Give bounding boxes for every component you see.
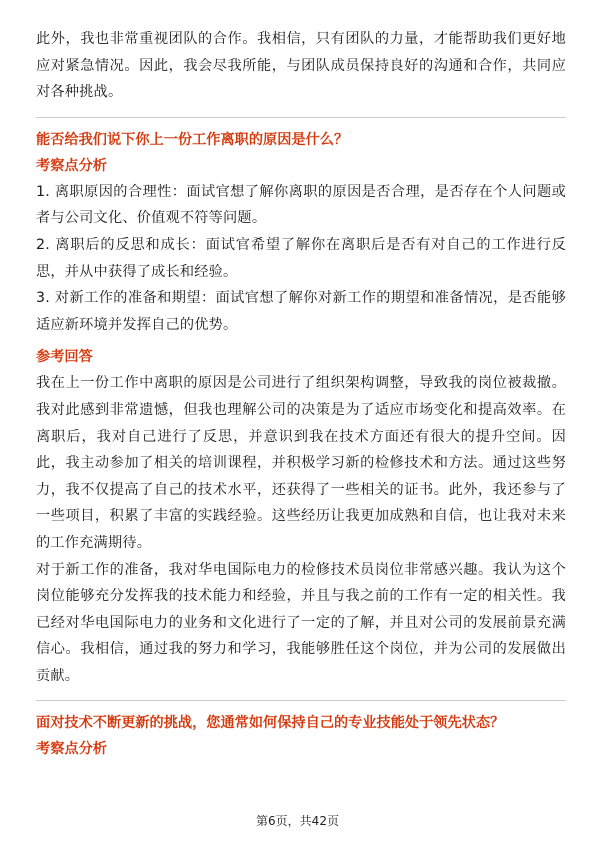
analysis-label: 考察点分析 — [36, 741, 107, 758]
section-divider — [36, 117, 566, 118]
answer-paragraph: 对于新工作的准备，我对华电国际电力的检修技术员岗位非常感兴趣。我认为这个岗位能够充分发挥我的技术能力和经验，并且与我之前的工作有一定的相关性。我已经对华电国际电力的业务和文化进行了一定的了解，并且对公司的发展前景充满信心。我相信，通过我的努力和学习，我能够胜任这个岗位，并为公司的发展做出贡献。 — [36, 561, 566, 684]
question-heading: 能否给我们说下你上一份工作离职的原因是什么？ — [36, 131, 349, 148]
section-divider — [36, 700, 566, 701]
answer-paragraph: 我在上一份工作中离职的原因是公司进行了组织架构调整，导致我的岗位被裁撤。我对此感到非常遗憾，但我也理解公司的决策是为了适应市场变化和提高效率。在离职后，我对自己进行了反思，并意识到我在技术方面还有很大的提升空间。因此，我主动参加了相关的培训课程，并积极学习新的检修技术和方法。通过这些努力，我不仅提高了自己的技术水平，还获得了一些相关的证书。此外，我还参与了一些项目，积累了丰富的实践经验。这些经历让我更加成熟和自信，也让我对未来的工作充满期待。 — [36, 375, 566, 551]
analysis-point: 1. 离职原因的合理性：面试官想了解你离职的原因是否合理，是否存在个人问题或者与公司文化、价值观不符等问题。 — [36, 183, 566, 227]
analysis-point: 3. 对新工作的准备和期望：面试官想了解你对新工作的期望和准备情况，是否能够适应新环境并发挥自己的优势。 — [36, 290, 566, 333]
page-number: 第6页，共42页 — [256, 814, 339, 828]
intro-paragraph: 此外，我也非常重视团队的合作。我相信，只有团队的力量，才能帮助我们更好地应对紧急情况。因此，我会尽我所能，与团队成员保持良好的沟通和合作，共同应对各种挑战。 — [36, 31, 566, 101]
document-page — [36, 26, 566, 762]
analysis-point: 2. 离职后的反思和成长：面试官希望了解你在离职后是否有对自己的工作进行反思，并从中获得了成长和经验。 — [36, 236, 566, 280]
question-heading: 面对技术不断更新的挑战，您通常如何保持自己的专业技能处于领先状态？ — [36, 715, 505, 732]
analysis-label: 考察点分析 — [36, 157, 107, 174]
answer-label: 参考回答 — [36, 349, 93, 366]
